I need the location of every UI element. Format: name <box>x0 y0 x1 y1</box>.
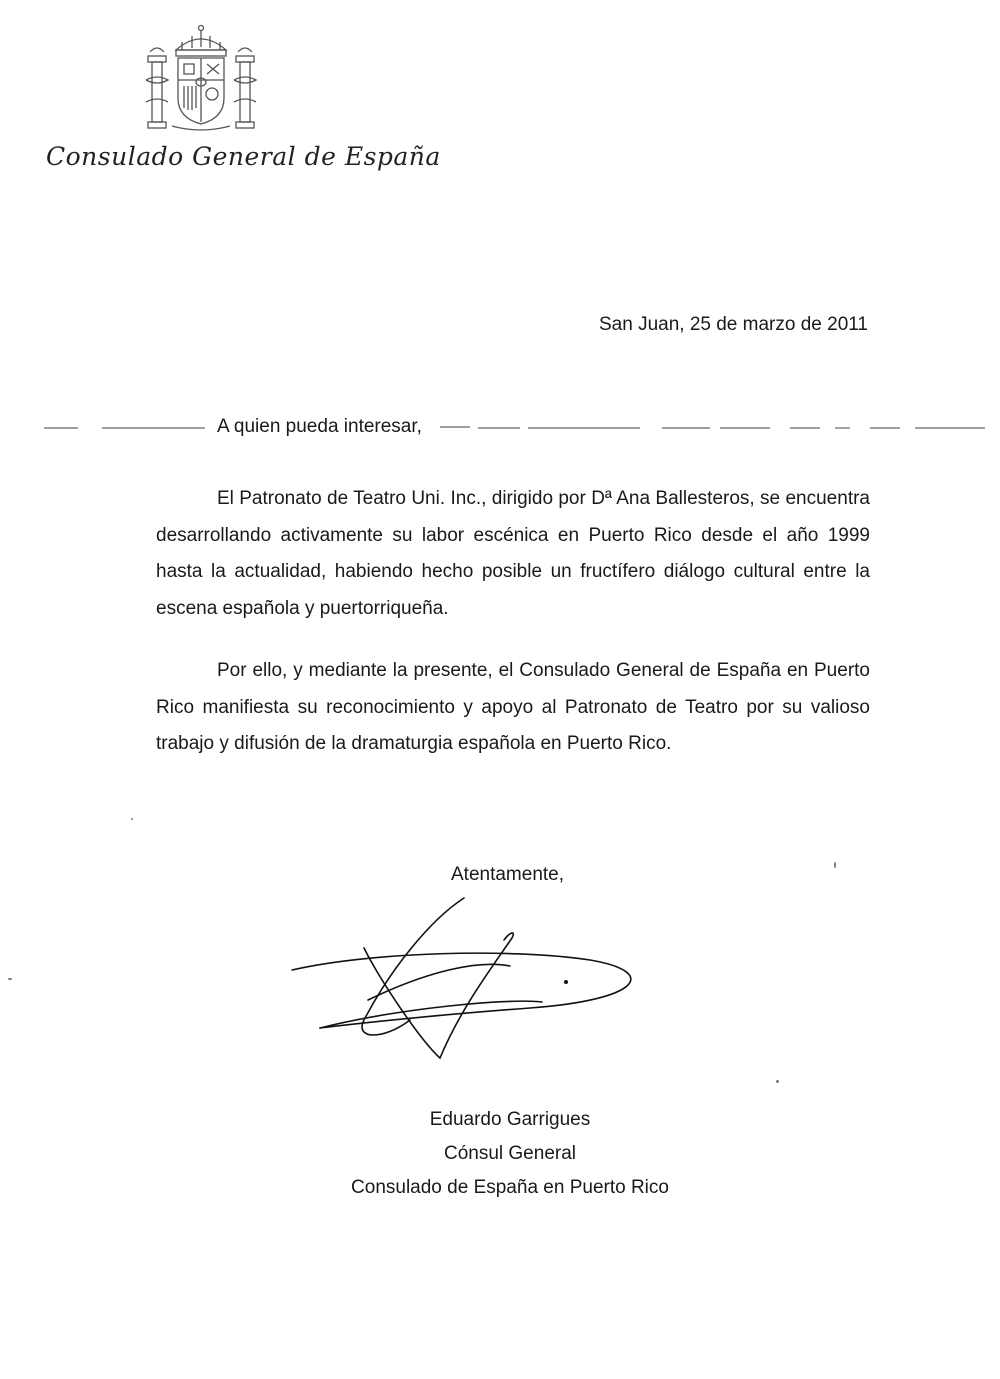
signatory-block <box>300 1103 720 1205</box>
scan-speck <box>8 978 12 980</box>
scan-speck <box>131 818 133 820</box>
signatory-title: Cónsul General <box>443 1143 577 1164</box>
body-paragraph-1: El Patronato de Teatro Uni. Inc., dirigido por Dª Ana Ballesteros, se encuentra desarrollando activamente su labor escénica en Puerto Rico desde el año 1999 hasta la actualidad, habiendo hecho posible un fructífero diálogo cultural entre la escena española y puertorriqueña. <box>156 488 870 619</box>
signatory-office: Consulado de España en Puerto Rico <box>351 1177 669 1198</box>
signature-icon <box>280 890 650 1070</box>
salutation: A quien pueda interesar, <box>217 416 422 437</box>
scan-fold-line <box>0 426 1000 430</box>
letter-date: San Juan, 25 de marzo de 2011 <box>598 314 868 335</box>
scan-speck <box>776 1080 779 1083</box>
signatory-name: Eduardo Garrigues <box>429 1109 591 1130</box>
body-paragraph-2: Por ello, y mediante la presente, el Consulado General de España en Puerto Rico manifiesta su reconocimiento y apoyo al Patronato de Teatro por su valioso trabajo y difusión de la dramaturgia española en Puerto Rico. <box>156 660 870 754</box>
closing: Atentamente, <box>451 864 565 885</box>
scan-speck <box>834 862 836 868</box>
letterhead-name: Consulado General de España <box>46 142 441 171</box>
coat-of-arms-icon <box>142 22 260 134</box>
